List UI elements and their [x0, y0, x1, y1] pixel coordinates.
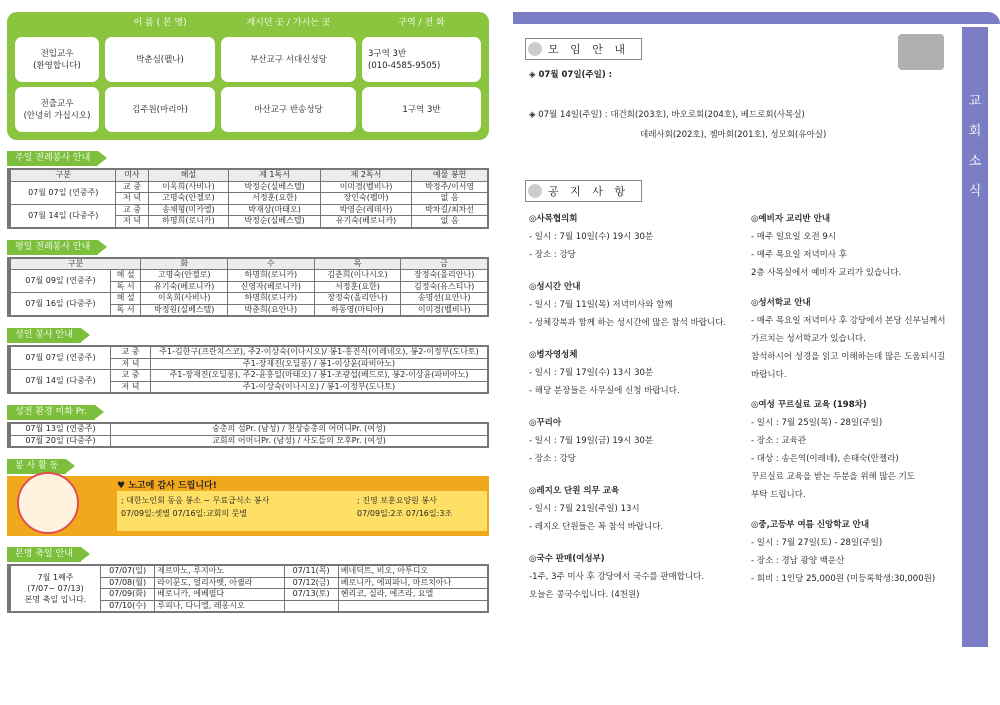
cell: 숭총의 섬Pr. (남성) / 천상숭총의 어머니Pr. (여성) — [111, 424, 488, 436]
cell: 박영순(레데사) — [320, 204, 411, 216]
th: 수 — [228, 258, 315, 270]
cell: 07월 07일 (연중주) — [11, 347, 111, 370]
notice-title-box — [525, 180, 642, 202]
notice-line: 꾸르실료 교육을 받는 두분을 위해 많은 기도 — [751, 472, 916, 482]
header-place: 계시던 곳 / 가시는 곳 — [246, 18, 331, 28]
adult-table — [10, 346, 488, 393]
feast-table — [10, 565, 488, 612]
notice-heading: ◎중,고등부 여름 신앙학교 안내 — [751, 520, 870, 530]
notice-line: 가르치는 성서학교가 있습니다. — [751, 334, 866, 344]
cell: 교 중 — [116, 204, 148, 216]
notice-block — [529, 414, 759, 468]
cell: 07월 14일 (다중주) — [11, 370, 111, 393]
notice-title: 공 지 사 항 — [548, 185, 629, 198]
meeting-line3: 데레사회(202호), 젬마회(201호), 성모회(유아실) — [640, 130, 827, 140]
cell: 교 중 — [111, 370, 151, 382]
cell: 교회의 어머니Pr. (남성) / 사도들의 모후Pr. (여성) — [111, 435, 488, 447]
out-name: 김주원(마리아) — [105, 87, 215, 132]
notice-line: - 일시 : 7월 27일(토) - 28일(주일) — [751, 538, 883, 548]
in-area: 3구역 3반 (010-4585-9505) — [362, 37, 481, 82]
cell: 박춘희(요안나) — [228, 304, 315, 316]
cell: 07월 16일 (다중주) — [11, 293, 111, 316]
th: 제 1독서 — [229, 170, 320, 182]
cell: 하동영(마티아) — [314, 304, 401, 316]
cell — [284, 600, 338, 612]
notice-block — [529, 210, 759, 264]
cell: 07/07(일) — [101, 566, 155, 578]
cell: 루피나, 다니엘, 레옹시오 — [155, 600, 284, 612]
th: 미사 — [116, 170, 148, 182]
cell: 유기숙(베로니카) — [320, 216, 411, 228]
notice-line: - 일시 : 7월 11일(목) 저녁미사와 함께 — [529, 300, 673, 310]
cell: 7월 1째주 (7/07~ 07/13) 본명 축일 입니다. — [11, 566, 101, 612]
notice-heading: ◎국수 판매(여성부) — [529, 554, 605, 564]
cell: 베네딕트, 비오, 아투디오 — [338, 566, 487, 578]
cell: 장인숙(펠마) — [320, 193, 411, 205]
cell: 송명선(요안나) — [401, 293, 488, 305]
notice-block — [529, 278, 759, 332]
notice-block — [529, 482, 759, 536]
notice-line: - 일시 : 7월 21일(주일) 13시 — [529, 504, 640, 514]
cell: 07/09(화) — [101, 589, 155, 601]
env-title: 성전 환경 미화 Pr. — [7, 405, 95, 420]
notice-heading: ◎꾸리아 — [529, 418, 562, 428]
service-box — [7, 476, 489, 536]
in-label: 전입교우 (환영합니다) — [15, 37, 99, 82]
cell: 하명희(로니카) — [228, 270, 315, 282]
notice-block — [751, 294, 966, 384]
feast-title: 본명 축일 안내 — [7, 547, 81, 562]
notice-line: - 해당 분장들은 사무실에 신청 바랍니다. — [529, 386, 680, 396]
notice-block — [529, 346, 759, 400]
th: 구분 — [11, 170, 116, 182]
cell: 제르마노, 루지아노 — [155, 566, 284, 578]
th: 제 2독서 — [320, 170, 411, 182]
cell: 해 설 — [110, 270, 141, 282]
cell: 해 설 — [110, 293, 141, 305]
cell: 박차길/최차선 — [412, 204, 488, 216]
service-title: 봉 사 활 동 — [7, 459, 66, 474]
cell: 없 음 — [412, 193, 488, 205]
cell: 독 서 — [110, 281, 141, 293]
person-icon — [528, 42, 542, 56]
service-left2: 07/09일:셋별 07/16일:교회의 뭇별 — [121, 509, 248, 518]
cell: 교 중 — [111, 347, 151, 359]
cell: 저 녁 — [111, 358, 151, 370]
out-label: 전출교우 (안녕히 가십시오) — [15, 87, 99, 132]
person-icon — [528, 184, 542, 198]
cell: 없 음 — [412, 216, 488, 228]
notice-heading: ◎병자영성체 — [529, 350, 578, 360]
notice-line: - 회비 : 1인당 25,000원 (미등록학생:30,000원) — [751, 574, 936, 584]
notice-line: - 장소 : 교육관 — [751, 436, 807, 446]
notice-heading: ◎레지오 단원 의무 교육 — [529, 486, 620, 496]
cell: 서정훈(요한) — [314, 281, 401, 293]
cell: 하명희(로니카) — [228, 293, 315, 305]
cell: 이옥희(사비나) — [148, 181, 229, 193]
sunday-table — [10, 169, 488, 228]
cell: 서정훈(요한) — [229, 193, 320, 205]
notice-line: - 장소 : 경남 광양 백운산 — [751, 556, 845, 566]
notice-block — [751, 210, 966, 282]
cell: 장정숙(올리안나) — [401, 270, 488, 282]
notice-line: -1주, 3주 미사 후 강당에서 국수를 판매합니다. — [529, 572, 705, 582]
cell: 하명희(로니카) — [148, 216, 229, 228]
in-place: 부산교구 서대신성당 — [221, 37, 356, 82]
header-name: 이 름 ( 본 명) — [133, 18, 187, 28]
meeting-line1: ◈ 07월 07일(주일) : — [529, 70, 613, 80]
notice-line: - 매주 일요일 오전 9시 — [751, 232, 836, 242]
service-right2: 07/09일:2조 07/16일:3조 — [357, 509, 453, 518]
cell: 07/10(수) — [101, 600, 155, 612]
cell: 고명숙(안젤로) — [141, 270, 228, 282]
cell: 베로니카, 에베필다 — [155, 589, 284, 601]
notice-line: 참석하시어 성경을 읽고 이해하는데 많은 도움되시길 — [751, 352, 946, 362]
meeting-title: 모 임 안 내 — [548, 43, 629, 56]
cell: 주1-장재진(오딜롱) / 봉1-이상윤(파비아노) — [151, 358, 488, 370]
right-half — [513, 12, 1000, 705]
header-area: 구역 / 전 화 — [398, 18, 445, 28]
cell: 저 녁 — [111, 381, 151, 393]
cell: 유기숙(베로니카) — [141, 281, 228, 293]
cell: 박재상(마태오) — [229, 204, 320, 216]
cell: 김정숙(유스티나) — [401, 281, 488, 293]
notice-line: - 일시 : 7월 10일(수) 19시 30분 — [529, 232, 654, 242]
th: 금 — [401, 258, 488, 270]
notice-heading: ◎성서학교 안내 — [751, 298, 811, 308]
notice-line: 오늘은 콩국수입니다. (4천원) — [529, 590, 640, 600]
out-place: 마산교구 반송성당 — [221, 87, 356, 132]
notice-line: - 일시 : 7월 17일(수) 13시 30분 — [529, 368, 654, 378]
cell: 07/12(금) — [284, 577, 338, 589]
cell: 신영자(베로니카) — [228, 281, 315, 293]
th: 예물 봉헌 — [412, 170, 488, 182]
cell: 07월 13일 (연중주) — [11, 424, 111, 436]
notice-block — [529, 550, 759, 604]
cell: 07/08(월) — [101, 577, 155, 589]
side-text: 교회소식 — [968, 94, 982, 199]
notice-line: - 일시 : 7월 19일(금) 19시 30분 — [529, 436, 654, 446]
weekday-table — [10, 258, 488, 317]
notice-heading: ◎성시간 안내 — [529, 282, 581, 292]
mailbox-icon — [898, 34, 944, 70]
cell: 주1-김한구(프란치스코), 주2-이상숙(이나시오)/ 봉1-홍진식(이레네오), 봉2-이정부(도나토) — [151, 347, 488, 359]
notice-heading: ◎예비자 교리반 안내 — [751, 214, 831, 224]
notice-line: 2층 사목실에서 예비자 교리가 있습니다. — [751, 268, 902, 278]
meeting-title-box — [525, 38, 642, 60]
cell: 박정원(실베스텔) — [141, 304, 228, 316]
th: 목 — [314, 258, 401, 270]
notice-line: - 장소 : 강당 — [529, 250, 576, 260]
service-thanks: ♥ 노고에 감사 드립니다! — [117, 481, 217, 491]
cell: 07/13(토) — [284, 589, 338, 601]
notice-line: - 대상 : 송은역(이레네), 손태숙(안젤라) — [751, 454, 899, 464]
cell: 교 중 — [116, 181, 148, 193]
cell: 라이문도, 얼리사벳, 아퀼라 — [155, 577, 284, 589]
notice-left — [529, 210, 759, 618]
cell: 주1-장재진(오딜롱), 주2-윤홍일(마태오) / 봉1-조광섭(베드로), 봉2-이상윤(파비아노) — [151, 370, 488, 382]
cell: 김춘희(이나시오) — [314, 270, 401, 282]
service-right: ; 진영 보훈요양원 봉사 — [357, 496, 437, 505]
notice-line: 부탁 드립니다. — [751, 490, 806, 500]
notice-line: - 매주 목요일 저녁미사 후 — [751, 250, 847, 260]
notice-block — [751, 396, 966, 504]
notice-line: - 장소 : 강당 — [529, 454, 576, 464]
cell: 주1-이상숙(이나시오) / 봉1-이정부(도나토) — [151, 381, 488, 393]
cell: 07월 07일 (연중주) — [11, 181, 116, 204]
notice-block — [751, 516, 966, 588]
cell: 07/11(목) — [284, 566, 338, 578]
cell: 박정순(실베스텔) — [229, 181, 320, 193]
cell: 저 녁 — [116, 193, 148, 205]
cell: 07월 20일 (다중주) — [11, 435, 111, 447]
cell — [338, 600, 487, 612]
cell: 고명숙(안젤로) — [148, 193, 229, 205]
notice-line: - 성체강복과 함께 하는 성시간에 많은 참석 바랍니다. — [529, 318, 727, 328]
meeting-line2: ◈ 07월 14일(주일) : 대건회(203호), 바오로회(204호), 베드로회(사목실) — [529, 110, 805, 120]
adult-title: 성인 봉사 안내 — [7, 328, 81, 343]
notice-line: - 레지오 단원들은 꼭 참석 바랍니다. — [529, 522, 664, 532]
cell: 07월 09일 (연중주) — [11, 270, 111, 293]
th: 화 — [141, 258, 228, 270]
notice-line: - 매주 목요일 저녁미사 후 강당에서 본당 신부님께서 — [751, 316, 946, 326]
out-area: 1구역 3반 — [362, 87, 481, 132]
cell: 이미경(벨비나) — [320, 181, 411, 193]
notice-heading: ◎사목협의회 — [529, 214, 578, 224]
cell: 이미경(벨비나) — [401, 304, 488, 316]
transfer-box — [7, 12, 489, 140]
th: 해설 — [148, 170, 229, 182]
cell: 송채형(미카엘) — [148, 204, 229, 216]
env-table — [10, 423, 488, 447]
left-half — [0, 0, 494, 705]
cell: 장정숙(올리안나) — [314, 293, 401, 305]
notice-heading: ◎여성 꾸르실료 교육 (198차) — [751, 400, 867, 410]
in-name: 박춘심(펠나) — [105, 37, 215, 82]
cell: 박정순(실베스텔) — [229, 216, 320, 228]
cell: 07월 14일 (다중주) — [11, 204, 116, 227]
notice-line: - 일시 : 7월 25일(목) - 28일(주일) — [751, 418, 883, 428]
sunday-title: 주일 전례봉사 안내 — [7, 151, 98, 166]
th: 구분 — [11, 258, 141, 270]
cell: 이옥희(사비나) — [141, 293, 228, 305]
weekday-title: 평일 전례봉사 안내 — [7, 240, 98, 255]
notice-right — [751, 210, 966, 600]
notice-line: 바랍니다. — [751, 370, 787, 380]
service-illustration — [17, 472, 79, 534]
service-left: ; 대한노인회 동음 봉소 ~ 무료급식소 봉사 — [121, 496, 270, 505]
cell: 박정주/이서영 — [412, 181, 488, 193]
cell: 독 서 — [110, 304, 141, 316]
cell: 헨리코, 실라, 에즈라, 요엘 — [338, 589, 487, 601]
cell: 베로니카, 에피파니, 마르치아나 — [338, 577, 487, 589]
cell: 저 녁 — [116, 216, 148, 228]
